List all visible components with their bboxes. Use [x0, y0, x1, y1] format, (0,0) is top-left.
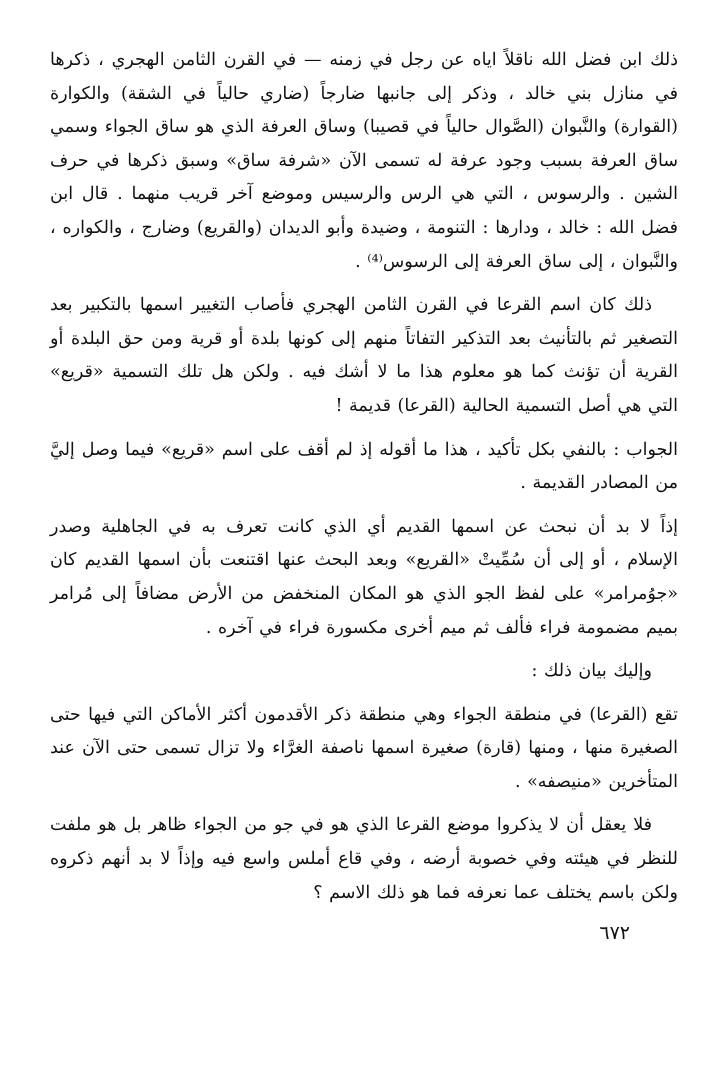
paragraph-5: وإليك بيان ذلك : [531, 661, 652, 682]
paragraph-2: ذلك كان اسم القرعا في القرن الثامن الهجري فأصاب التغيير اسمها بالتكبير بعد التصغير ثم بالتأنيث بعد التذكير التفاتاً منهم إلى كونها بلدة أو قرية ومن حق البلدة أو القرية أن تؤنث كما هو معلوم هذا ما لا أشك فيه . ولكن هل تلك التسمية «قريع» التي هي أصل التسمية الحالية (القرعا) قديمة ! [50, 295, 678, 416]
paragraph-3: الجواب : بالنفي بكل تأكيد ، هذا ما أقوله إذ لم أقف على اسم «قريع» فيما وصل إليَّ من المصادر القديمة . [50, 439, 678, 494]
page-number: ٦٧٢ [599, 922, 630, 944]
paragraph-7: فلا يعقل أن لا يذكروا موضع القرعا الذي هو في جو من الجواء ظاهر بل هو ملفت للنظر في هيئته وفي خصوبة أرضه ، وفي قاع أملس واسع فيه وإذاً لا بد أنهم ذكروه ولكن باسم يختلف عما نعرفه فما هو ذلك الاسم ؟ [50, 815, 678, 903]
page-body [50, 44, 678, 910]
paragraph-1: ذلك ابن فضل الله ناقلاً اياه عن رجل في زمنه — في القرن الثامن الهجري ، ذكرها في منازل بني خالد ، وذكر إلى جانبها ضارجاً (ضاري حالياً في الشقة) والكوارة (القوارة) والنَّبوان (الصَّوال حالياً في قصيبا) وساق العرفة الذي هو ساق الجواء وسمي ساق العرفة بسبب وجود عرفة له تسمى الآن «شرفة ساق» وسبق ذكرها في حرف الشين . والرسوس ، التي هي الرس والرسيس وموضع آخر قريب منهما . قال ابن فضل الله : خالد ، ودارها : التنومة ، وضيدة وأبو الديدان (والقريع) وضارج ، والكواره ، والنَّبوان ، إلى ساق العرفة إلى الرسوس⁽⁴⁾ . [50, 50, 678, 272]
paragraph-4: إذاً لا بد أن نبحث عن اسمها القديم أي الذي كانت تعرف به في الجاهلية وصدر الإسلام ، أو إلى أن سُمِّيتْ «القريع» وبعد البحث عنها اقتنعت بأن اسمها القديم كان «جوُمرامر» على لفظ الجو الذي هو المكان المنخفض من الأرض مضافاً إلى مُرامر بميم مضمومة فراء فألف ثم ميم أخرى مكسورة فراء في آخره . [50, 516, 678, 638]
paragraph-6: تقع (القرعا) في منطقة الجواء وهي منطقة ذكر الأقدمون أكثر الأماكن التي فيها حتى الصغيرة منها ، ومنها (قارة) صغيرة اسمها ناصفة الغرَّاء ولا تزال تسمى حتى الآن عند المتأخرين «منيصفه» . [50, 704, 678, 792]
